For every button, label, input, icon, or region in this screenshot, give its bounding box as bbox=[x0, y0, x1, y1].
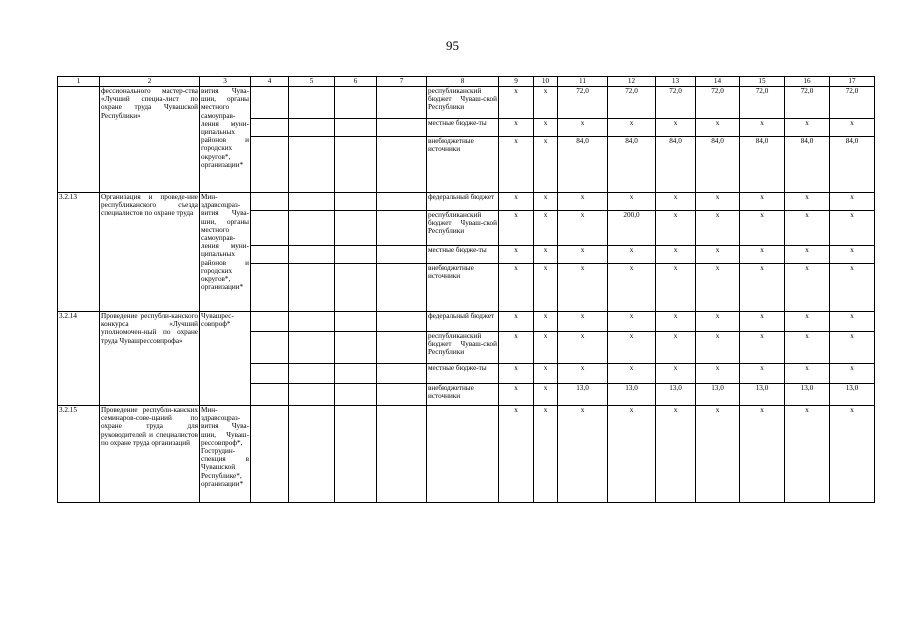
empty-cell bbox=[335, 87, 377, 119]
table-row bbox=[58, 312, 875, 332]
funding-value: x bbox=[558, 364, 608, 384]
funding-value: x bbox=[696, 246, 740, 264]
column-number-header: 11 bbox=[558, 77, 608, 87]
funding-value: x bbox=[558, 264, 608, 312]
funding-value: x bbox=[656, 264, 696, 312]
table-body bbox=[58, 77, 875, 503]
funding-value: x bbox=[534, 87, 558, 119]
funding-value: x bbox=[740, 211, 785, 246]
funding-value: x bbox=[499, 246, 534, 264]
empty-cell bbox=[377, 246, 427, 264]
empty-cell bbox=[377, 312, 427, 332]
empty-cell bbox=[335, 332, 377, 364]
funding-value: x bbox=[558, 211, 608, 246]
funding-source: внебюджетные источники bbox=[427, 384, 499, 406]
funding-value: x bbox=[785, 312, 830, 332]
funding-value: x bbox=[696, 312, 740, 332]
funding-value: x bbox=[499, 119, 534, 137]
funding-value: 84,0 bbox=[785, 137, 830, 193]
empty-cell bbox=[377, 264, 427, 312]
funding-value: 84,0 bbox=[558, 137, 608, 193]
empty-cell bbox=[377, 332, 427, 364]
empty-cell bbox=[251, 211, 289, 246]
column-number-header: 10 bbox=[534, 77, 558, 87]
empty-cell bbox=[251, 264, 289, 312]
funding-value: x bbox=[499, 137, 534, 193]
funding-value: x bbox=[830, 246, 875, 264]
funding-source: федеральный бюджет bbox=[427, 193, 499, 211]
funding-value: x bbox=[696, 119, 740, 137]
funding-source: республиканский бюджет Чуваш-ской Республики bbox=[427, 87, 499, 119]
funding-value: 84,0 bbox=[830, 137, 875, 193]
empty-cell bbox=[377, 137, 427, 193]
funding-value: x bbox=[558, 246, 608, 264]
funding-value: x bbox=[830, 364, 875, 384]
column-number-header: 7 bbox=[377, 77, 427, 87]
funding-value: x bbox=[499, 193, 534, 211]
empty-cell bbox=[335, 364, 377, 384]
empty-cell bbox=[335, 264, 377, 312]
funding-source: внебюджетные источники bbox=[427, 137, 499, 193]
funding-value: x bbox=[656, 193, 696, 211]
header-row bbox=[58, 77, 875, 87]
funding-value: x bbox=[696, 332, 740, 364]
funding-value: x bbox=[558, 312, 608, 332]
funding-value: x bbox=[608, 193, 656, 211]
funding-value: x bbox=[785, 211, 830, 246]
funding-value: x bbox=[740, 364, 785, 384]
empty-cell bbox=[289, 332, 335, 364]
funding-value: 72,0 bbox=[785, 87, 830, 119]
page-number: 95 bbox=[446, 38, 459, 53]
table-row bbox=[58, 87, 875, 119]
empty-cell bbox=[251, 137, 289, 193]
empty-cell bbox=[251, 193, 289, 211]
empty-cell bbox=[289, 87, 335, 119]
empty-cell bbox=[335, 384, 377, 406]
funding-value: x bbox=[696, 264, 740, 312]
empty-cell bbox=[289, 246, 335, 264]
empty-cell bbox=[251, 364, 289, 384]
funding-value: x bbox=[608, 332, 656, 364]
item-name: Проведение республи-канских семинаров-сове-щаний по охране труда для руководителей и специалистов по охране труда организаций bbox=[100, 406, 200, 503]
funding-value: 72,0 bbox=[558, 87, 608, 119]
funding-value: 72,0 bbox=[740, 87, 785, 119]
empty-cell bbox=[377, 364, 427, 384]
empty-cell bbox=[335, 211, 377, 246]
empty-cell bbox=[289, 193, 335, 211]
funding-value: x bbox=[499, 332, 534, 364]
funding-value: x bbox=[608, 246, 656, 264]
empty-cell bbox=[335, 137, 377, 193]
funding-value: x bbox=[785, 406, 830, 503]
item-name: фессионального мастер-ства «Лучший специа-лист по охране труда Чувашской Республики» bbox=[100, 87, 200, 193]
funding-value: x bbox=[534, 119, 558, 137]
funding-value: x bbox=[656, 332, 696, 364]
funding-value: x bbox=[534, 332, 558, 364]
funding-value: x bbox=[656, 312, 696, 332]
empty-cell bbox=[377, 119, 427, 137]
funding-value: x bbox=[558, 193, 608, 211]
item-code bbox=[58, 87, 100, 193]
funding-value: x bbox=[558, 406, 608, 503]
funding-value: x bbox=[740, 119, 785, 137]
funding-value: x bbox=[608, 406, 656, 503]
empty-cell bbox=[377, 193, 427, 211]
funding-value: 84,0 bbox=[608, 137, 656, 193]
item-executor: Мин-здравсоцраз-вития Чува-шии, Чуваш-рессовпроф*, Гострудин-спекция в Чувашской Республике*, организации* bbox=[200, 406, 251, 503]
funding-value: x bbox=[499, 312, 534, 332]
column-number-header: 13 bbox=[656, 77, 696, 87]
funding-value: x bbox=[534, 137, 558, 193]
empty-cell bbox=[335, 193, 377, 211]
empty-cell bbox=[289, 364, 335, 384]
funding-value: 84,0 bbox=[740, 137, 785, 193]
empty-cell bbox=[251, 246, 289, 264]
funding-value: x bbox=[656, 119, 696, 137]
funding-value: x bbox=[534, 406, 558, 503]
empty-cell bbox=[289, 137, 335, 193]
funding-value: x bbox=[608, 312, 656, 332]
funding-value: x bbox=[499, 364, 534, 384]
table-row bbox=[58, 406, 875, 503]
funding-value: x bbox=[696, 211, 740, 246]
funding-value: x bbox=[499, 211, 534, 246]
empty-cell bbox=[289, 312, 335, 332]
funding-source: федеральный бюджет bbox=[427, 312, 499, 332]
funding-value: x bbox=[830, 119, 875, 137]
funding-value: x bbox=[499, 87, 534, 119]
funding-value: x bbox=[785, 264, 830, 312]
empty-cell bbox=[377, 87, 427, 119]
empty-cell bbox=[251, 406, 289, 503]
column-number-header: 14 bbox=[696, 77, 740, 87]
funding-source: местные бюдже-ты bbox=[427, 364, 499, 384]
funding-value: 84,0 bbox=[656, 137, 696, 193]
funding-value: x bbox=[656, 406, 696, 503]
funding-value: x bbox=[499, 264, 534, 312]
column-number-header: 6 bbox=[335, 77, 377, 87]
funding-value: x bbox=[740, 406, 785, 503]
funding-value: 72,0 bbox=[830, 87, 875, 119]
item-name: Проведение республи-канского конкурса «Лучший уполномочен-ный по охране труда Чувашрессовпрофа» bbox=[100, 312, 200, 406]
budget-table bbox=[57, 76, 875, 503]
funding-value: x bbox=[696, 364, 740, 384]
item-executor: Чувашрес-совпроф* bbox=[200, 312, 251, 406]
column-number-header: 4 bbox=[251, 77, 289, 87]
empty-cell bbox=[251, 87, 289, 119]
funding-value: 13,0 bbox=[608, 384, 656, 406]
funding-value: 13,0 bbox=[740, 384, 785, 406]
funding-value: x bbox=[785, 364, 830, 384]
column-number-header: 15 bbox=[740, 77, 785, 87]
funding-value: x bbox=[830, 406, 875, 503]
funding-value: x bbox=[499, 384, 534, 406]
empty-cell bbox=[289, 264, 335, 312]
funding-value: 13,0 bbox=[830, 384, 875, 406]
funding-source: местные бюдже-ты bbox=[427, 119, 499, 137]
funding-value: x bbox=[656, 364, 696, 384]
funding-source bbox=[427, 406, 499, 503]
item-name: Организация и проведе-ние республиканского съезда специалистов по охране труда bbox=[100, 193, 200, 312]
funding-value: 72,0 bbox=[608, 87, 656, 119]
funding-value: 72,0 bbox=[656, 87, 696, 119]
funding-value: x bbox=[785, 246, 830, 264]
funding-value: 13,0 bbox=[696, 384, 740, 406]
funding-value: x bbox=[830, 264, 875, 312]
item-code: 3.2.14 bbox=[58, 312, 100, 406]
funding-value: x bbox=[830, 193, 875, 211]
funding-source: внебюджетные источники bbox=[427, 264, 499, 312]
funding-value: x bbox=[785, 193, 830, 211]
empty-cell bbox=[335, 406, 377, 503]
item-code: 3.2.15 bbox=[58, 406, 100, 503]
item-executor: Мин-здравсоцраз-вития Чува-шии, органы местного самоуправ-ления муни-ципальных районов и городских округов*, организации* bbox=[200, 193, 251, 312]
empty-cell bbox=[335, 312, 377, 332]
funding-value: x bbox=[696, 193, 740, 211]
funding-source: республиканский бюджет Чуваш-ской Республики bbox=[427, 332, 499, 364]
funding-value: x bbox=[656, 211, 696, 246]
funding-value: x bbox=[558, 332, 608, 364]
funding-value: 72,0 bbox=[696, 87, 740, 119]
funding-value: x bbox=[740, 312, 785, 332]
funding-value: x bbox=[534, 312, 558, 332]
column-number-header: 3 bbox=[200, 77, 251, 87]
funding-value: x bbox=[558, 119, 608, 137]
funding-value: x bbox=[534, 193, 558, 211]
table-row bbox=[58, 193, 875, 211]
funding-value: x bbox=[830, 211, 875, 246]
funding-value: x bbox=[534, 264, 558, 312]
column-number-header: 9 bbox=[499, 77, 534, 87]
funding-value: x bbox=[740, 264, 785, 312]
funding-source: республиканский бюджет Чуваш-ской Республики bbox=[427, 211, 499, 246]
funding-value: 13,0 bbox=[558, 384, 608, 406]
funding-source: местные бюдже-ты bbox=[427, 246, 499, 264]
funding-value: x bbox=[534, 384, 558, 406]
empty-cell bbox=[251, 332, 289, 364]
column-number-header: 8 bbox=[427, 77, 499, 87]
funding-value: x bbox=[534, 211, 558, 246]
empty-cell bbox=[289, 119, 335, 137]
funding-value: x bbox=[534, 364, 558, 384]
funding-value: x bbox=[534, 246, 558, 264]
funding-value: x bbox=[830, 312, 875, 332]
funding-value: x bbox=[740, 193, 785, 211]
funding-value: x bbox=[785, 119, 830, 137]
empty-cell bbox=[289, 406, 335, 503]
funding-value: 13,0 bbox=[656, 384, 696, 406]
funding-value: x bbox=[608, 264, 656, 312]
column-number-header: 1 bbox=[58, 77, 100, 87]
funding-value: x bbox=[499, 406, 534, 503]
funding-value: x bbox=[608, 364, 656, 384]
funding-value: x bbox=[740, 246, 785, 264]
item-code: 3.2.13 bbox=[58, 193, 100, 312]
funding-value: 13,0 bbox=[785, 384, 830, 406]
empty-cell bbox=[377, 211, 427, 246]
column-number-header: 17 bbox=[830, 77, 875, 87]
empty-cell bbox=[335, 246, 377, 264]
funding-value: x bbox=[740, 332, 785, 364]
funding-value: x bbox=[830, 332, 875, 364]
empty-cell bbox=[377, 406, 427, 503]
funding-value: 200,0 bbox=[608, 211, 656, 246]
empty-cell bbox=[289, 384, 335, 406]
funding-value: 84,0 bbox=[696, 137, 740, 193]
column-number-header: 16 bbox=[785, 77, 830, 87]
funding-value: x bbox=[656, 246, 696, 264]
column-number-header: 5 bbox=[289, 77, 335, 87]
item-executor: вития Чува-шии, органы местного самоуправ-ления муни-ципальных районов и городских округов*, организации* bbox=[200, 87, 251, 193]
empty-cell bbox=[251, 384, 289, 406]
column-number-header: 2 bbox=[100, 77, 200, 87]
funding-value: x bbox=[608, 119, 656, 137]
empty-cell bbox=[251, 312, 289, 332]
empty-cell bbox=[289, 211, 335, 246]
empty-cell bbox=[251, 119, 289, 137]
empty-cell bbox=[377, 384, 427, 406]
funding-value: x bbox=[785, 332, 830, 364]
funding-value: x bbox=[696, 406, 740, 503]
column-number-header: 12 bbox=[608, 77, 656, 87]
empty-cell bbox=[335, 119, 377, 137]
